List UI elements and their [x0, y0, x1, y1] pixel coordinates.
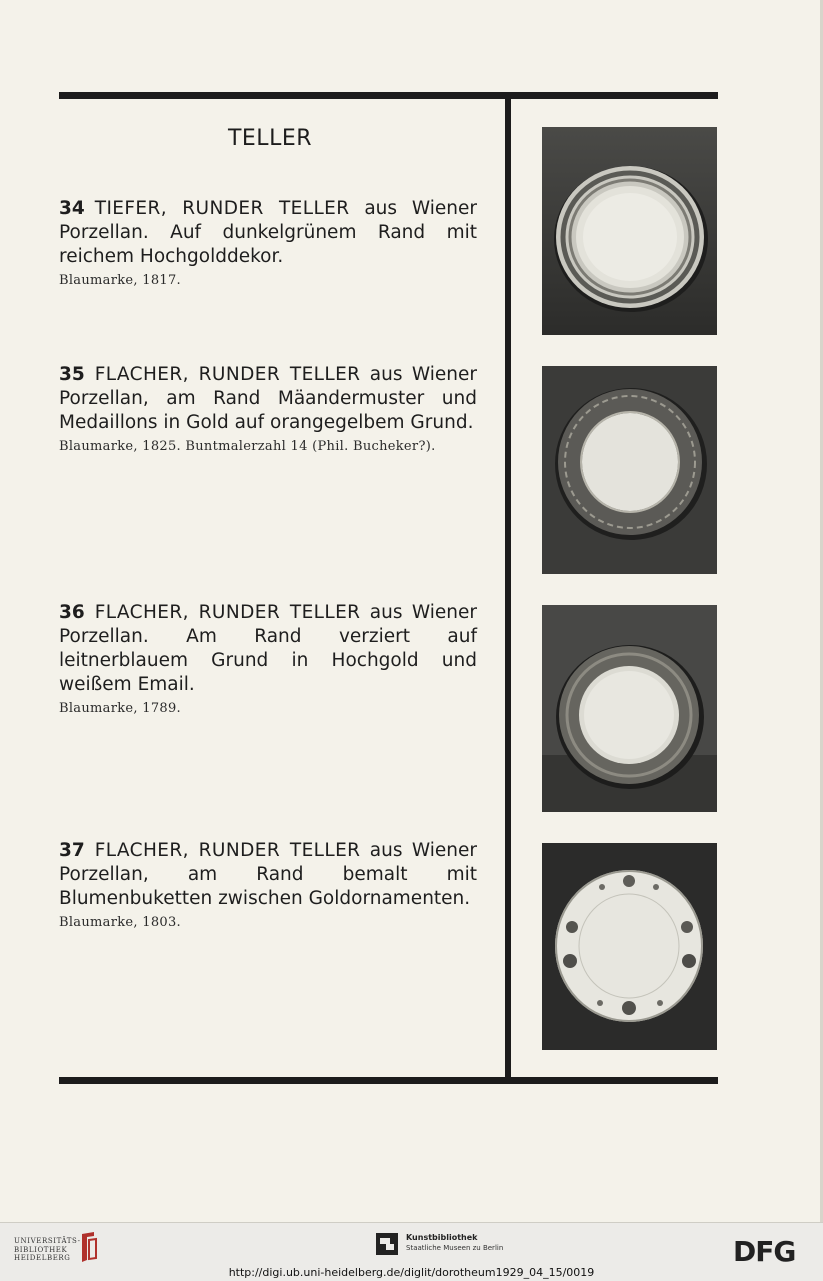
entry-note: Blaumarke, 1803.	[59, 915, 181, 930]
entry-title: FLACHER, RUNDER TELLER	[94, 364, 361, 385]
catalog-entry-37	[59, 839, 477, 930]
plate-photo-36	[542, 605, 717, 812]
entry-number: 36	[59, 602, 85, 623]
entry-text: aus Wiener Porzellan, am Rand bemalt mit Blumenbuketten zwischen Goldornamenten.	[59, 840, 477, 909]
entry-body	[59, 839, 477, 911]
plate-photo-34	[542, 127, 717, 335]
bottom-rule	[59, 1077, 718, 1084]
top-rule	[59, 92, 718, 99]
source-url[interactable]: http://digi.ub.uni-heidelberg.de/diglit/dorotheum1929_04_15/0019	[228, 1266, 595, 1279]
entry-note: Blaumarke, 1817.	[59, 273, 181, 288]
entry-text: aus Wiener Porzellan. Am Rand verziert auf leitnerblauem Grund in Hochgold und weißem Email.	[59, 602, 477, 695]
kunstbibliothek-subtitle: Staatliche Museen zu Berlin	[406, 1244, 504, 1252]
entry-title: FLACHER, RUNDER TELLER	[94, 840, 361, 861]
entry-note: Blaumarke, 1825. Buntmalerzahl 14 (Phil. Bucheker?).	[59, 439, 436, 454]
entry-body	[59, 601, 477, 697]
dfg-logo[interactable]: DFG	[733, 1235, 796, 1268]
university-seal-icon	[78, 1230, 100, 1264]
entry-number: 35	[59, 364, 85, 385]
entry-number: 37	[59, 840, 85, 861]
catalog-entry-35	[59, 363, 477, 454]
plate-photo-37	[542, 843, 717, 1050]
kunstbibliothek-icon	[376, 1233, 398, 1255]
vertical-rule	[505, 99, 511, 1077]
entry-title: FLACHER, RUNDER TELLER	[94, 602, 361, 623]
university-library-logo[interactable]	[14, 1237, 81, 1263]
kunstbibliothek-logo[interactable]	[376, 1233, 503, 1255]
university-line: BIBLIOTHEK	[14, 1245, 68, 1254]
entry-body	[59, 363, 477, 435]
entry-title: TIEFER, RUNDER TELLER	[94, 198, 350, 219]
entry-text: aus Wiener Porzellan, am Rand Mäandermuster und Medaillons in Gold auf orangegelbem Grund.	[59, 364, 477, 433]
kunstbibliothek-name: Kunstbibliothek	[406, 1233, 478, 1242]
university-line: UNIVERSITÄTS-	[14, 1237, 81, 1245]
plate-photo-35	[542, 366, 717, 574]
footer-bar	[0, 1222, 823, 1281]
entry-body	[59, 197, 477, 269]
entry-note: Blaumarke, 1789.	[59, 701, 181, 716]
catalog-entry-34	[59, 197, 477, 288]
entry-text: aus Wiener Porzellan. Auf dunkelgrünem Rand mit reichem Hochgolddekor.	[59, 198, 477, 267]
entry-number: 34	[59, 198, 85, 219]
catalog-entry-36	[59, 601, 477, 716]
university-line: HEIDELBERG	[14, 1254, 71, 1262]
section-heading: TELLER	[227, 126, 313, 151]
